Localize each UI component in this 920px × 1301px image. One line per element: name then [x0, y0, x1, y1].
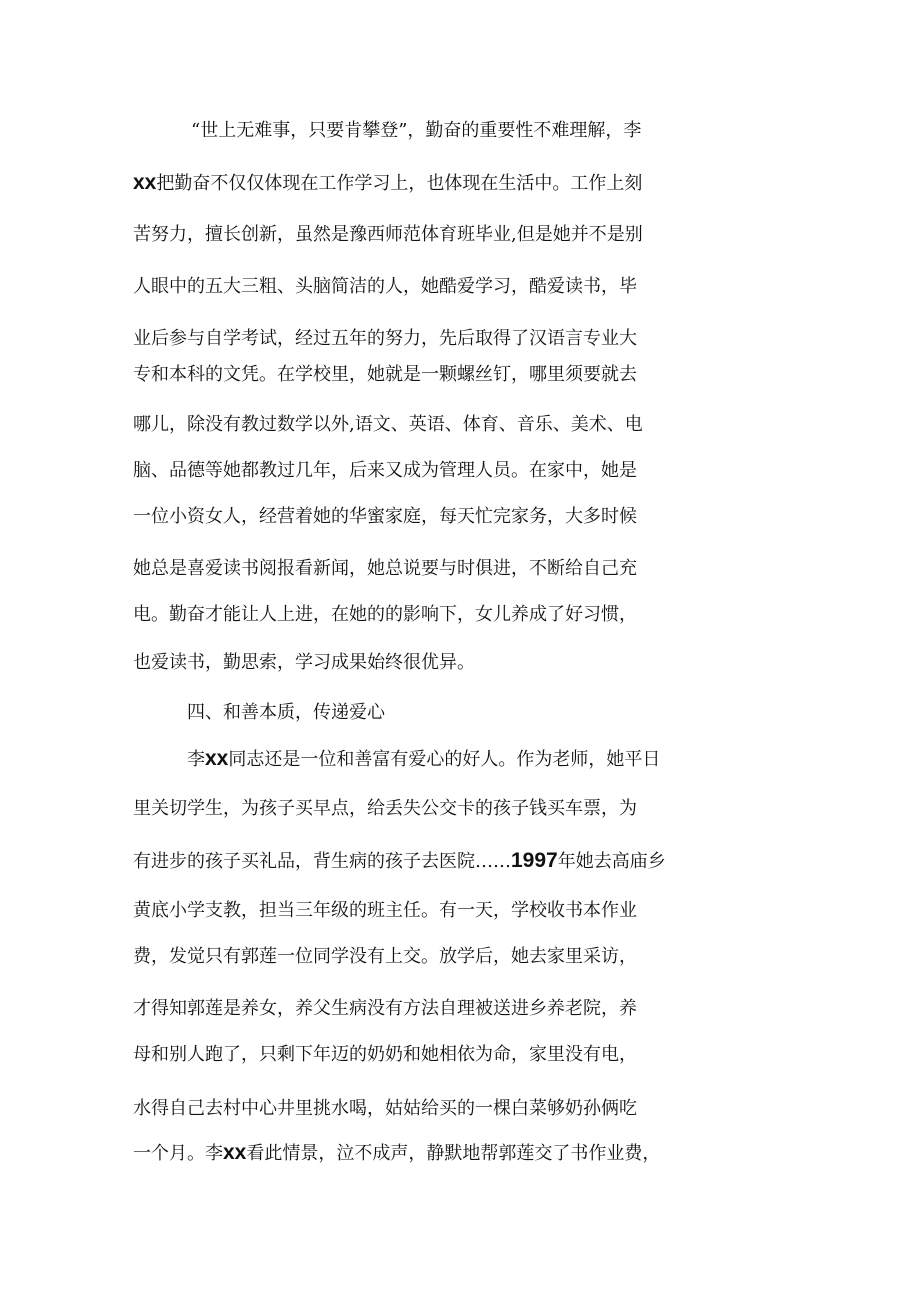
- text-line: 里关切学生，为孩子买早点，给丢失公交卡的孩子钱买车票，为: [133, 798, 637, 819]
- text-line: 电。勤奋才能让人上进，在她的的影响下，女儿养成了好习惯，: [133, 604, 637, 625]
- text-line: 哪儿，除没有教过数学以外,语文、英语、体育、音乐、美术、电: [133, 414, 643, 435]
- text-line: 苦努力，擅长创新，虽然是豫西师范体育班毕业,但是她并不是别: [133, 224, 643, 245]
- text-line: “世上无难事，只要肯攀登”，勤奋的重要性不难理解，李: [191, 120, 642, 141]
- text-line: 李xx同志还是一位和善富有爱心的好人。作为老师，她平日: [187, 747, 661, 770]
- text-line: 业后参与自学考试，经过五年的努力，先后取得了汉语言专业大: [133, 328, 637, 349]
- text-line: 才得知郭莲是养女，养父生病没有方法自理被送进乡养老院，养: [133, 998, 637, 1019]
- text-line: 有进步的孩子买礼品，背生病的孩子去医院……1997年她去高庙乡: [133, 849, 666, 872]
- text-line: 也爱读书，勤思索，学习成果始终很优异。: [133, 652, 475, 673]
- text-line: 脑、品德等她都教过几年，后来又成为管理人员。在家中，她是: [133, 460, 637, 481]
- text-line: 一个月。李xx看此情景，泣不成声，静默地帮郭莲交了书作业费，: [133, 1141, 661, 1164]
- text-line: 黄底小学支教，担当三年级的班主任。有一天，学校收书本作业: [133, 900, 637, 921]
- text-line: 她总是喜爱读书阅报看新闻，她总说要与时俱进，不断给自己充: [133, 558, 637, 579]
- text-line: 费，发觉只有郭莲一位同学没有上交。放学后，她去家里采访，: [133, 946, 637, 967]
- text-line: 水得自己去村中心井里挑水喝，姑姑给买的一棵白菜够奶孙俩吃: [133, 1098, 637, 1119]
- text-line: 专和本科的文凭。在学校里，她就是一颗螺丝钉，哪里须要就去: [133, 364, 637, 385]
- text-line: 一位小资女人，经营着她的华蜜家庭，每天忙完家务，大多时候: [133, 506, 637, 527]
- text-line: 母和别人跑了，只剩下年迈的奶奶和她相依为命，家里没有电，: [133, 1044, 637, 1065]
- text-line: xx把勤奋不仅仅体现在工作学习上，也体现在生活中。工作上刻: [133, 171, 643, 194]
- section-heading: 四、和善本质，传递爱心: [187, 702, 385, 723]
- text-line: 人眼中的五大三粗、头脑简洁的人，她酷爱学习，酷爱读书，毕: [133, 276, 637, 297]
